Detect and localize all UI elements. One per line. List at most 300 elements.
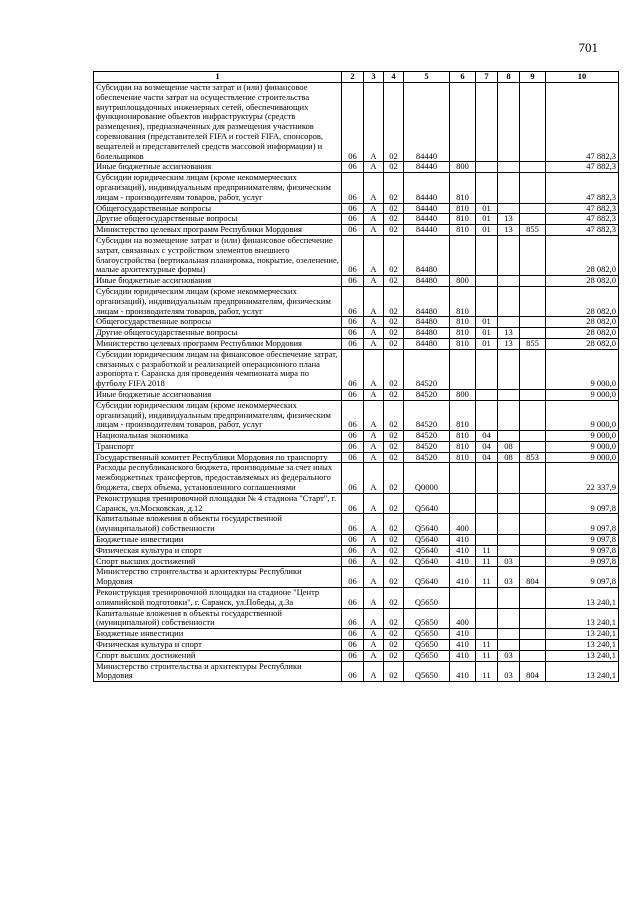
row-cell: 800 [450,389,476,400]
row-cell: 02 [384,441,404,452]
row-cell [520,535,546,546]
row-cell [450,83,476,162]
row-cell: 06 [342,328,364,339]
column-header: 5 [404,72,450,83]
table-row [94,556,619,567]
row-cell: 06 [342,640,364,651]
table-row [94,400,619,430]
row-cell: 28 082,0 [546,338,619,349]
row-cell: А [364,514,384,535]
row-cell: 810 [450,173,476,203]
row-cell [498,349,520,389]
row-cell: 853 [520,452,546,463]
row-label: Министерство строительства и архитектуры Республики Мордовия [94,661,342,682]
row-cell: 9 097,8 [546,556,619,567]
row-cell: Q5650 [404,629,450,640]
table-row [94,463,619,493]
table-row [94,235,619,275]
row-label: Спорт высших достижений [94,650,342,661]
row-cell [450,463,476,493]
row-cell: 13 [498,338,520,349]
budget-table [93,71,619,682]
row-cell: 9 097,8 [546,567,619,588]
row-cell [498,389,520,400]
row-cell: Q5650 [404,640,450,651]
row-label: Физическая культура и спорт [94,640,342,651]
row-cell [476,629,498,640]
row-cell: А [364,588,384,609]
row-cell: А [364,431,384,442]
row-cell [498,608,520,629]
row-cell: 02 [384,349,404,389]
row-cell: 800 [450,162,476,173]
row-cell: 84480 [404,338,450,349]
table-row [94,545,619,556]
row-cell: 11 [476,650,498,661]
row-cell: А [364,441,384,452]
row-cell [498,629,520,640]
row-cell: А [364,640,384,651]
row-cell: 03 [498,661,520,682]
row-cell: А [364,493,384,514]
row-cell: 84440 [404,203,450,214]
row-cell: 84440 [404,225,450,236]
row-label: Транспорт [94,441,342,452]
row-cell: 06 [342,629,364,640]
row-cell: Q5650 [404,661,450,682]
row-label: Иные бюджетные ассигнования [94,162,342,173]
row-cell: 804 [520,661,546,682]
row-cell: А [364,567,384,588]
row-cell: Q5650 [404,650,450,661]
table-row [94,608,619,629]
row-cell [476,349,498,389]
row-cell: 02 [384,493,404,514]
row-label: Национальная экономика [94,431,342,442]
row-cell: 47 882,3 [546,173,619,203]
row-cell: 06 [342,608,364,629]
row-label: Реконструкция тренировочной площадки № 4 стадиона "Старт", г. Саранск, ул.Московская, д.12 [94,493,342,514]
table-row [94,328,619,339]
row-cell: 9 000,0 [546,400,619,430]
table-body [94,83,619,682]
row-cell: 410 [450,650,476,661]
row-cell: 02 [384,608,404,629]
row-cell [476,83,498,162]
page-number: 701 [578,40,598,55]
table-row [94,661,619,682]
row-cell [450,588,476,609]
row-cell: 810 [450,452,476,463]
row-cell [476,588,498,609]
row-label: Субсидии юридическим лицам на финансовое обеспечение затрат, связанных с разработкой и реализацией операционного плана аэропорта г. Саранска для проведения чемпионата мира по футболу FIFA 2018 [94,349,342,389]
row-cell: 9 097,8 [546,514,619,535]
column-header: 4 [384,72,404,83]
row-cell: А [364,545,384,556]
row-cell: 02 [384,629,404,640]
row-cell [476,173,498,203]
row-cell: 02 [384,545,404,556]
row-cell: 810 [450,441,476,452]
row-cell: 03 [498,567,520,588]
table-row [94,441,619,452]
row-cell: 06 [342,545,364,556]
row-cell: А [364,400,384,430]
row-cell: 84520 [404,349,450,389]
row-cell: 06 [342,441,364,452]
row-cell: 84440 [404,162,450,173]
row-cell: 02 [384,389,404,400]
row-cell: 06 [342,588,364,609]
row-label: Капитальные вложения в объекты государственной (муниципальной) собственности [94,514,342,535]
row-cell [520,514,546,535]
row-cell [476,389,498,400]
row-cell: 13 240,1 [546,650,619,661]
row-cell: 06 [342,650,364,661]
row-cell: 06 [342,400,364,430]
row-label: Другие общегосударственные вопросы [94,214,342,225]
row-cell: 84480 [404,286,450,316]
row-cell: 02 [384,400,404,430]
table-row [94,567,619,588]
table-row [94,173,619,203]
row-cell: А [364,629,384,640]
row-cell: Q0000 [404,463,450,493]
row-label: Физическая культура и спорт [94,545,342,556]
row-cell: А [364,463,384,493]
row-cell: А [364,338,384,349]
row-cell: 02 [384,556,404,567]
row-label: Реконструкция тренировочной площадки на стадионе "Центр олимпийской подготовки", г. Саранск, ул.Победы, д.3а [94,588,342,609]
row-cell: 02 [384,338,404,349]
row-cell: 06 [342,235,364,275]
row-cell: А [364,286,384,316]
row-cell [520,493,546,514]
row-label: Иные бюджетные ассигнования [94,389,342,400]
row-cell: Q5640 [404,567,450,588]
row-cell: 13 240,1 [546,640,619,651]
table-row [94,535,619,546]
row-cell: 06 [342,535,364,546]
row-cell: 13 [498,328,520,339]
row-cell: 02 [384,276,404,287]
column-header: 1 [94,72,342,83]
row-cell [498,545,520,556]
column-header: 7 [476,72,498,83]
row-cell: 84480 [404,328,450,339]
column-header: 3 [364,72,384,83]
row-cell: 9 000,0 [546,452,619,463]
row-label: Субсидии на возмещение части затрат и (или) финансовое обеспечение части затрат на осуществление строительства внутриплощадочных инженерных сетей, обеспечивающих функционирование объектов инфраструктуры (средств размещения), предназначенных для размещения участников соревнования (представителей FIFA и гостей FIFA, спонсоров, вещателей и представителей средств массовой информации) и болельщиков [94,83,342,162]
row-cell: 855 [520,225,546,236]
row-cell: 02 [384,328,404,339]
row-cell [520,276,546,287]
table-row [94,214,619,225]
row-label: Расходы республиканского бюджета, производимые за счет иных межбюджетных трансфертов, предоставляемых из федерального бюджета, сверх объема, установленного соглашениями [94,463,342,493]
table-row [94,276,619,287]
row-cell: А [364,225,384,236]
row-cell [498,83,520,162]
row-cell [476,493,498,514]
row-cell: 84480 [404,276,450,287]
row-cell [520,640,546,651]
row-label: Государственный комитет Республики Мордовия по транспорту [94,452,342,463]
row-cell: 22 337,9 [546,463,619,493]
row-cell: 06 [342,493,364,514]
row-cell: 01 [476,328,498,339]
row-label: Министерство целевых программ Республики Мордовия [94,338,342,349]
row-cell [520,608,546,629]
row-label: Общегосударственные вопросы [94,203,342,214]
row-label: Бюджетные инвестиции [94,629,342,640]
row-cell: 02 [384,463,404,493]
table-row [94,493,619,514]
row-cell: 08 [498,452,520,463]
row-cell: 06 [342,463,364,493]
row-cell [520,286,546,316]
table-row [94,317,619,328]
row-cell [520,400,546,430]
row-cell: 810 [450,431,476,442]
row-cell: 410 [450,629,476,640]
row-cell [450,349,476,389]
row-cell: Q5640 [404,535,450,546]
row-cell [476,535,498,546]
row-cell: 06 [342,225,364,236]
row-label: Министерство строительства и архитектуры Республики Мордовия [94,567,342,588]
row-cell: 02 [384,235,404,275]
row-cell: 01 [476,214,498,225]
row-cell: 810 [450,286,476,316]
row-cell: 9 097,8 [546,493,619,514]
row-cell [498,162,520,173]
row-cell: 28 082,0 [546,276,619,287]
row-cell: 06 [342,162,364,173]
row-cell: 9 000,0 [546,431,619,442]
row-cell: А [364,661,384,682]
row-cell: 84520 [404,400,450,430]
row-cell: 9 097,8 [546,535,619,546]
table-row [94,349,619,389]
row-cell: Q5640 [404,514,450,535]
row-cell: 01 [476,338,498,349]
row-cell: 400 [450,608,476,629]
table-row [94,389,619,400]
table-row [94,650,619,661]
row-cell [498,640,520,651]
row-cell: Q5650 [404,588,450,609]
row-cell: 13 240,1 [546,588,619,609]
row-cell: 02 [384,535,404,546]
row-cell: 02 [384,567,404,588]
row-cell: 400 [450,514,476,535]
row-cell: 06 [342,173,364,203]
row-cell [520,441,546,452]
row-cell: 02 [384,588,404,609]
row-cell: 03 [498,650,520,661]
row-cell: 11 [476,567,498,588]
row-cell [520,349,546,389]
row-cell: 11 [476,545,498,556]
row-cell: А [364,650,384,661]
row-cell [498,235,520,275]
column-header: 10 [546,72,619,83]
row-cell: 01 [476,317,498,328]
table-row [94,162,619,173]
row-cell: 9 097,8 [546,545,619,556]
row-cell: 06 [342,514,364,535]
row-cell: 804 [520,567,546,588]
row-label: Другие общегосударственные вопросы [94,328,342,339]
row-cell [498,588,520,609]
table-row [94,83,619,162]
row-cell: 02 [384,214,404,225]
row-cell: Q5640 [404,556,450,567]
row-cell: 47 882,3 [546,225,619,236]
row-cell: 810 [450,317,476,328]
row-cell [498,203,520,214]
row-cell [498,535,520,546]
row-cell: 02 [384,661,404,682]
row-cell: Q5640 [404,545,450,556]
row-cell [520,214,546,225]
row-cell: 13 [498,225,520,236]
row-cell: 410 [450,545,476,556]
row-cell: 855 [520,338,546,349]
row-cell: 410 [450,640,476,651]
row-cell: 800 [450,276,476,287]
row-cell: 06 [342,567,364,588]
row-label: Бюджетные инвестиции [94,535,342,546]
table-row [94,514,619,535]
row-cell [520,463,546,493]
row-cell: А [364,349,384,389]
row-cell: А [364,214,384,225]
row-cell: 01 [476,225,498,236]
row-cell [520,545,546,556]
row-label: Иные бюджетные ассигнования [94,276,342,287]
row-cell: 84440 [404,173,450,203]
row-cell [476,276,498,287]
row-cell [520,203,546,214]
row-cell: 13 240,1 [546,608,619,629]
row-cell: 47 882,3 [546,162,619,173]
table-row [94,203,619,214]
row-cell [520,389,546,400]
row-cell [476,162,498,173]
row-cell: 84520 [404,389,450,400]
row-cell: 04 [476,431,498,442]
row-cell: 810 [450,400,476,430]
row-cell: 06 [342,556,364,567]
row-cell: 02 [384,650,404,661]
row-cell: А [364,317,384,328]
row-cell: 9 000,0 [546,349,619,389]
row-cell: 13 240,1 [546,661,619,682]
row-cell: 02 [384,317,404,328]
row-cell: 06 [342,389,364,400]
row-cell: А [364,235,384,275]
row-cell: 06 [342,661,364,682]
row-label: Министерство целевых программ Республики Мордовия [94,225,342,236]
row-cell [476,514,498,535]
row-cell: 04 [476,441,498,452]
row-cell: 84520 [404,452,450,463]
row-cell: 9 000,0 [546,389,619,400]
row-cell [520,162,546,173]
row-cell: 410 [450,535,476,546]
table-row [94,640,619,651]
row-cell: А [364,389,384,400]
row-cell [476,235,498,275]
row-cell: 410 [450,661,476,682]
row-cell [520,431,546,442]
row-cell: А [364,452,384,463]
row-cell: 810 [450,225,476,236]
row-cell: 9 000,0 [546,441,619,452]
row-cell: 410 [450,556,476,567]
row-cell: 02 [384,514,404,535]
row-label: Субсидии на возмещение затрат и (или) финансовое обеспечение затрат, связанных с устройством элементов внешнего благоустройства (вертикальная планировка, покрытие, озеленение, малые архитектурные формы) [94,235,342,275]
table-row [94,338,619,349]
table-header-row [94,72,619,83]
row-cell: Q5640 [404,493,450,514]
column-header: 2 [342,72,364,83]
row-label: Субсидии юридическим лицам (кроме некоммерческих организаций), индивидуальным предпринимателям, физическим лицам - производителям товаров, работ, услуг [94,400,342,430]
row-cell [476,286,498,316]
row-cell: 410 [450,567,476,588]
row-cell: 810 [450,214,476,225]
column-header: 8 [498,72,520,83]
row-cell: 47 882,3 [546,83,619,162]
row-cell [498,493,520,514]
row-cell [476,400,498,430]
row-cell: Q5650 [404,608,450,629]
row-cell: 06 [342,214,364,225]
row-cell: 06 [342,317,364,328]
row-cell: 08 [498,441,520,452]
row-cell [520,556,546,567]
row-cell: 28 082,0 [546,317,619,328]
row-cell: 84480 [404,317,450,328]
row-cell: 28 082,0 [546,328,619,339]
row-cell: 02 [384,431,404,442]
row-cell: 02 [384,452,404,463]
row-cell: А [364,173,384,203]
row-cell: А [364,83,384,162]
row-cell [520,650,546,661]
row-cell [520,588,546,609]
row-cell: 06 [342,338,364,349]
row-cell: 02 [384,286,404,316]
row-cell: 03 [498,556,520,567]
table-row [94,225,619,236]
row-cell: А [364,556,384,567]
row-cell: А [364,608,384,629]
row-cell [498,317,520,328]
row-cell [520,629,546,640]
table-row [94,286,619,316]
row-cell: 11 [476,556,498,567]
row-cell [450,493,476,514]
row-label: Субсидии юридическим лицам (кроме некоммерческих организаций), индивидуальным предпринимателям, физическим лицам - производителям товаров, работ, услуг [94,173,342,203]
row-label: Субсидии юридическим лицам (кроме некоммерческих организаций), индивидуальным предпринимателям, физическим лицам - производителям товаров, работ, услуг [94,286,342,316]
row-cell: 810 [450,338,476,349]
row-cell [520,83,546,162]
row-cell: 06 [342,286,364,316]
row-label: Капитальные вложения в объекты государственной (муниципальной) собственности [94,608,342,629]
row-cell: А [364,276,384,287]
